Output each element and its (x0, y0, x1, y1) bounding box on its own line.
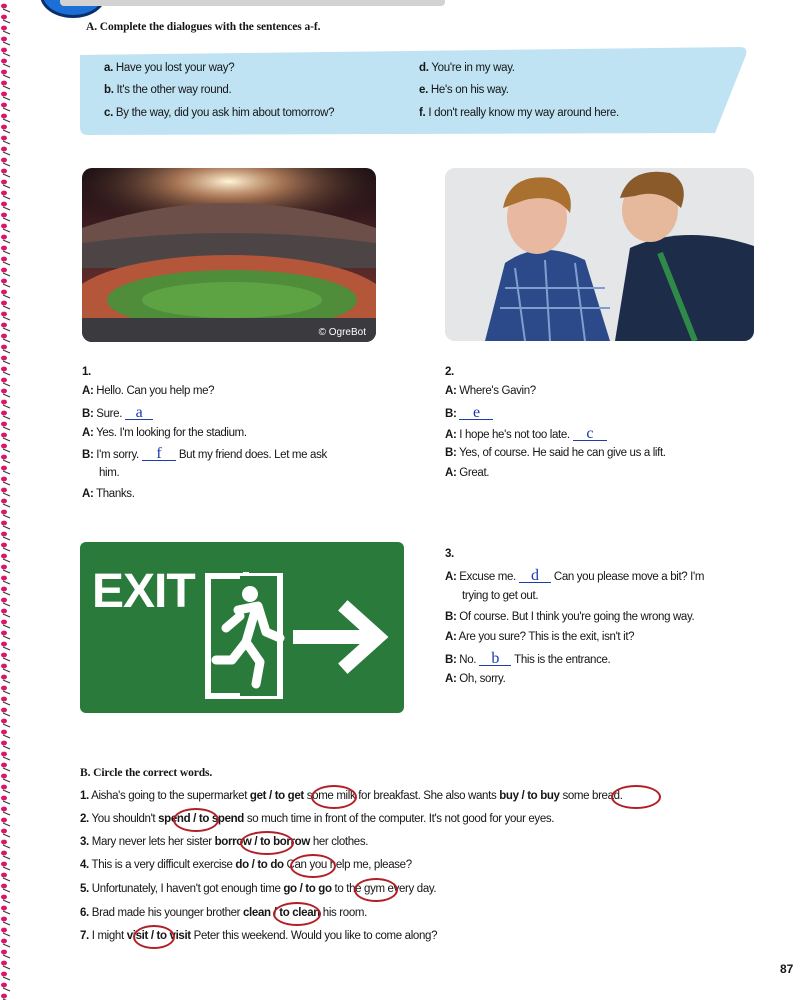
binding-ring (1, 389, 7, 394)
binding-wire (3, 724, 10, 727)
binding-ring (1, 378, 7, 383)
binding-ring (1, 125, 7, 130)
binding-wire (3, 592, 10, 595)
two-boys-photo (445, 168, 754, 341)
binding-wire (3, 174, 10, 177)
binding-wire (3, 328, 10, 331)
dialogue-3-line: B: No. b This is the entrance. (445, 650, 611, 667)
binding-ring (1, 345, 7, 350)
exercise-a-heading: A. Complete the dialogues with the sentences a-f. (86, 21, 321, 33)
binding-ring (1, 202, 7, 207)
binding-wire (3, 922, 10, 925)
dialogue-2-line: A: Where's Gavin? (445, 385, 536, 397)
binding-wire (3, 713, 10, 716)
binding-ring (1, 70, 7, 75)
binding-wire (3, 152, 10, 155)
binding-ring (1, 334, 7, 339)
binding-wire (3, 306, 10, 309)
exit-sign-image (80, 542, 404, 713)
binding-wire (3, 636, 10, 639)
answer-circle-mark (354, 878, 398, 902)
binding-ring (1, 576, 7, 581)
binding-wire (3, 856, 10, 859)
binding-ring (1, 235, 7, 240)
binding-ring (1, 994, 7, 999)
binding-ring (1, 48, 7, 53)
running-man-icon (200, 572, 400, 702)
binding-ring (1, 983, 7, 988)
binding-wire (3, 889, 10, 892)
binding-wire (3, 526, 10, 529)
binding-wire (3, 64, 10, 67)
binding-wire (3, 460, 10, 463)
binding-ring (1, 510, 7, 515)
binding-ring (1, 928, 7, 933)
binding-ring (1, 543, 7, 548)
binding-ring (1, 917, 7, 922)
binding-wire (3, 31, 10, 34)
binding-ring (1, 587, 7, 592)
binding-ring (1, 180, 7, 185)
binding-ring (1, 697, 7, 702)
binding-wire (3, 9, 10, 12)
binding-ring (1, 708, 7, 713)
binding-wire (3, 141, 10, 144)
binding-wire (3, 438, 10, 441)
answer-circle-mark (311, 785, 357, 809)
binding-wire (3, 548, 10, 551)
binding-ring (1, 411, 7, 416)
binding-wire (3, 515, 10, 518)
binding-ring (1, 477, 7, 482)
binding-ring (1, 147, 7, 152)
binding-wire (3, 537, 10, 540)
exercise-b-item: 3. Mary never lets her sister borrow / to borrow her clothes. (80, 836, 369, 848)
binding-wire (3, 768, 10, 771)
binding-ring (1, 840, 7, 845)
answer-circle-mark (290, 854, 336, 878)
page-number: 87 (780, 962, 794, 976)
dialogue-1-number: 1. (82, 366, 91, 378)
binding-ring (1, 719, 7, 724)
binding-wire (3, 185, 10, 188)
dialogue-1-line: A: Hello. Can you help me? (82, 385, 215, 397)
binding-wire (3, 735, 10, 738)
binding-wire (3, 570, 10, 573)
binding-ring (1, 400, 7, 405)
binding-ring (1, 158, 7, 163)
answer-blank: d (519, 569, 551, 583)
binding-ring (1, 444, 7, 449)
binding-wire (3, 20, 10, 23)
option-d: d. You're in my way. (419, 62, 515, 74)
exercise-b-item: 6. Brad made his younger brother clean / to clean his room. (80, 907, 367, 919)
answer-blank: e (459, 406, 493, 420)
binding-wire (3, 988, 10, 991)
binding-wire (3, 900, 10, 903)
stadium-photo (82, 168, 376, 342)
binding-ring (1, 356, 7, 361)
binding-ring (1, 851, 7, 856)
answer-circle-mark (173, 808, 219, 832)
binding-wire (3, 669, 10, 672)
binding-wire (3, 86, 10, 89)
binding-wire (3, 823, 10, 826)
binding-wire (3, 834, 10, 837)
binding-wire (3, 812, 10, 815)
binding-ring (1, 433, 7, 438)
binding-ring (1, 114, 7, 119)
binding-ring (1, 752, 7, 757)
exit-sign-text: EXIT (92, 565, 195, 618)
dialogue-1-line: A: Thanks. (82, 488, 135, 500)
binding-wire (3, 801, 10, 804)
binding-ring (1, 961, 7, 966)
binding-wire (3, 603, 10, 606)
binding-wire (3, 845, 10, 848)
binding-wire (3, 284, 10, 287)
binding-wire (3, 53, 10, 56)
answer-blank: a (125, 406, 153, 420)
binding-ring (1, 818, 7, 823)
binding-ring (1, 521, 7, 526)
binding-wire (3, 746, 10, 749)
binding-wire (3, 757, 10, 760)
binding-wire (3, 339, 10, 342)
binding-wire (3, 416, 10, 419)
dialogue-1-line: B: Sure. a (82, 406, 156, 420)
binding-ring (1, 59, 7, 64)
binding-ring (1, 873, 7, 878)
binding-wire (3, 262, 10, 265)
binding-ring (1, 323, 7, 328)
binding-wire (3, 240, 10, 243)
binding-ring (1, 488, 7, 493)
binding-ring (1, 26, 7, 31)
answer-circle-mark (273, 902, 321, 926)
binding-wire (3, 966, 10, 969)
binding-ring (1, 312, 7, 317)
binding-wire (3, 680, 10, 683)
dialogue-1-line-cont: him. (99, 467, 120, 479)
binding-wire (3, 350, 10, 353)
binding-wire (3, 372, 10, 375)
binding-wire (3, 317, 10, 320)
binding-wire (3, 361, 10, 364)
binding-ring (1, 950, 7, 955)
binding-wire (3, 383, 10, 386)
option-c: c. By the way, did you ask him about tomorrow? (104, 107, 335, 119)
binding-wire (3, 218, 10, 221)
answer-blank: c (573, 427, 607, 441)
binding-wire (3, 471, 10, 474)
binding-wire (3, 614, 10, 617)
binding-ring (1, 598, 7, 603)
dialogue-3-number: 3. (445, 548, 454, 560)
dialogue-3-line: A: Oh, sorry. (445, 673, 506, 685)
binding-ring (1, 620, 7, 625)
binding-wire (3, 559, 10, 562)
dialogue-2-number: 2. (445, 366, 454, 378)
binding-ring (1, 81, 7, 86)
binding-ring (1, 279, 7, 284)
binding-ring (1, 785, 7, 790)
binding-wire (3, 196, 10, 199)
binding-ring (1, 763, 7, 768)
spiral-binding (0, 0, 12, 1000)
binding-wire (3, 911, 10, 914)
binding-ring (1, 246, 7, 251)
binding-wire (3, 493, 10, 496)
binding-ring (1, 213, 7, 218)
binding-ring (1, 422, 7, 427)
binding-ring (1, 796, 7, 801)
binding-wire (3, 97, 10, 100)
dialogue-3-line-cont: trying to get out. (462, 590, 539, 602)
binding-ring (1, 741, 7, 746)
binding-ring (1, 532, 7, 537)
binding-ring (1, 455, 7, 460)
binding-ring (1, 92, 7, 97)
exercise-b-item: 2. You shouldn't spend / to spend so much time in front of the computer. It's not good for your eyes. (80, 813, 555, 825)
binding-wire (3, 207, 10, 210)
dialogue-3-line: B: Of course. But I think you're going the wrong way. (445, 611, 695, 623)
dialogue-2-line: B: e (445, 406, 496, 420)
binding-wire (3, 229, 10, 232)
binding-wire (3, 779, 10, 782)
binding-wire (3, 449, 10, 452)
exercise-b-item: 7. I might visit / to visit Peter this weekend. Would you like to come along? (80, 930, 438, 942)
binding-ring (1, 884, 7, 889)
binding-ring (1, 565, 7, 570)
binding-ring (1, 686, 7, 691)
binding-wire (3, 867, 10, 870)
binding-ring (1, 895, 7, 900)
binding-ring (1, 136, 7, 141)
binding-ring (1, 664, 7, 669)
binding-wire (3, 295, 10, 298)
binding-wire (3, 75, 10, 78)
binding-ring (1, 466, 7, 471)
answer-blank: b (479, 652, 511, 666)
binding-wire (3, 944, 10, 947)
binding-ring (1, 499, 7, 504)
binding-ring (1, 609, 7, 614)
dialogue-2-line: B: Yes, of course. He said he can give us a lift. (445, 447, 666, 459)
dialogue-1-line: A: Yes. I'm looking for the stadium. (82, 427, 247, 439)
dialogue-2-line: A: I hope he's not too late. c (445, 427, 610, 441)
binding-ring (1, 169, 7, 174)
binding-ring (1, 224, 7, 229)
binding-ring (1, 554, 7, 559)
option-f: f. I don't really know my way around here. (419, 107, 619, 119)
binding-ring (1, 15, 7, 20)
binding-wire (3, 658, 10, 661)
binding-ring (1, 807, 7, 812)
dialogue-1-line: B: I'm sorry. f But my friend does. Let me ask (82, 445, 327, 462)
binding-ring (1, 939, 7, 944)
binding-ring (1, 631, 7, 636)
dialogue-3-line: A: Excuse me. d Can you please move a bit? I'm (445, 567, 705, 584)
dialogue-3-line: A: Are you sure? This is the exit, isn't it? (445, 631, 635, 643)
binding-wire (3, 691, 10, 694)
binding-ring (1, 730, 7, 735)
answer-blank: f (142, 447, 176, 461)
top-decorative-bar (60, 0, 445, 6)
binding-wire (3, 504, 10, 507)
binding-wire (3, 647, 10, 650)
exercise-b-item: 1. Aisha's going to the supermarket get / to get some milk for breakfast. She also wants buy / to buy some bread. (80, 790, 623, 802)
binding-ring (1, 906, 7, 911)
binding-wire (3, 702, 10, 705)
binding-wire (3, 394, 10, 397)
dialogue-2-line: A: Great. (445, 467, 490, 479)
binding-ring (1, 103, 7, 108)
binding-ring (1, 301, 7, 306)
exercise-b-item: 5. Unfortunately, I haven't got enough time go / to go to the gym every day. (80, 883, 437, 895)
binding-wire (3, 42, 10, 45)
binding-wire (3, 955, 10, 958)
answer-circle-mark (611, 785, 661, 809)
option-e: e. He's on his way. (419, 84, 509, 96)
binding-wire (3, 427, 10, 430)
binding-ring (1, 268, 7, 273)
binding-wire (3, 977, 10, 980)
binding-ring (1, 774, 7, 779)
answer-circle-mark (133, 925, 175, 949)
binding-ring (1, 367, 7, 372)
option-a: a. Have you lost your way? (104, 62, 235, 74)
binding-ring (1, 972, 7, 977)
binding-wire (3, 482, 10, 485)
binding-ring (1, 290, 7, 295)
binding-wire (3, 130, 10, 133)
exercise-b-heading: B. Circle the correct words. (80, 767, 213, 779)
exercise-b-item: 4. This is a very difficult exercise do / to do Can you help me, please? (80, 859, 412, 871)
binding-wire (3, 163, 10, 166)
binding-ring (1, 37, 7, 42)
binding-ring (1, 653, 7, 658)
binding-ring (1, 191, 7, 196)
binding-wire (3, 933, 10, 936)
binding-ring (1, 829, 7, 834)
binding-wire (3, 405, 10, 408)
binding-wire (3, 581, 10, 584)
binding-wire (3, 790, 10, 793)
option-b: b. It's the other way round. (104, 84, 232, 96)
photo-credit: © OgreBot (318, 327, 366, 338)
binding-wire (3, 273, 10, 276)
binding-wire (3, 625, 10, 628)
binding-ring (1, 675, 7, 680)
binding-wire (3, 251, 10, 254)
binding-wire (3, 878, 10, 881)
binding-ring (1, 4, 7, 9)
answer-circle-mark (240, 831, 294, 855)
binding-ring (1, 862, 7, 867)
binding-ring (1, 642, 7, 647)
binding-wire (3, 108, 10, 111)
binding-wire (3, 119, 10, 122)
binding-ring (1, 257, 7, 262)
